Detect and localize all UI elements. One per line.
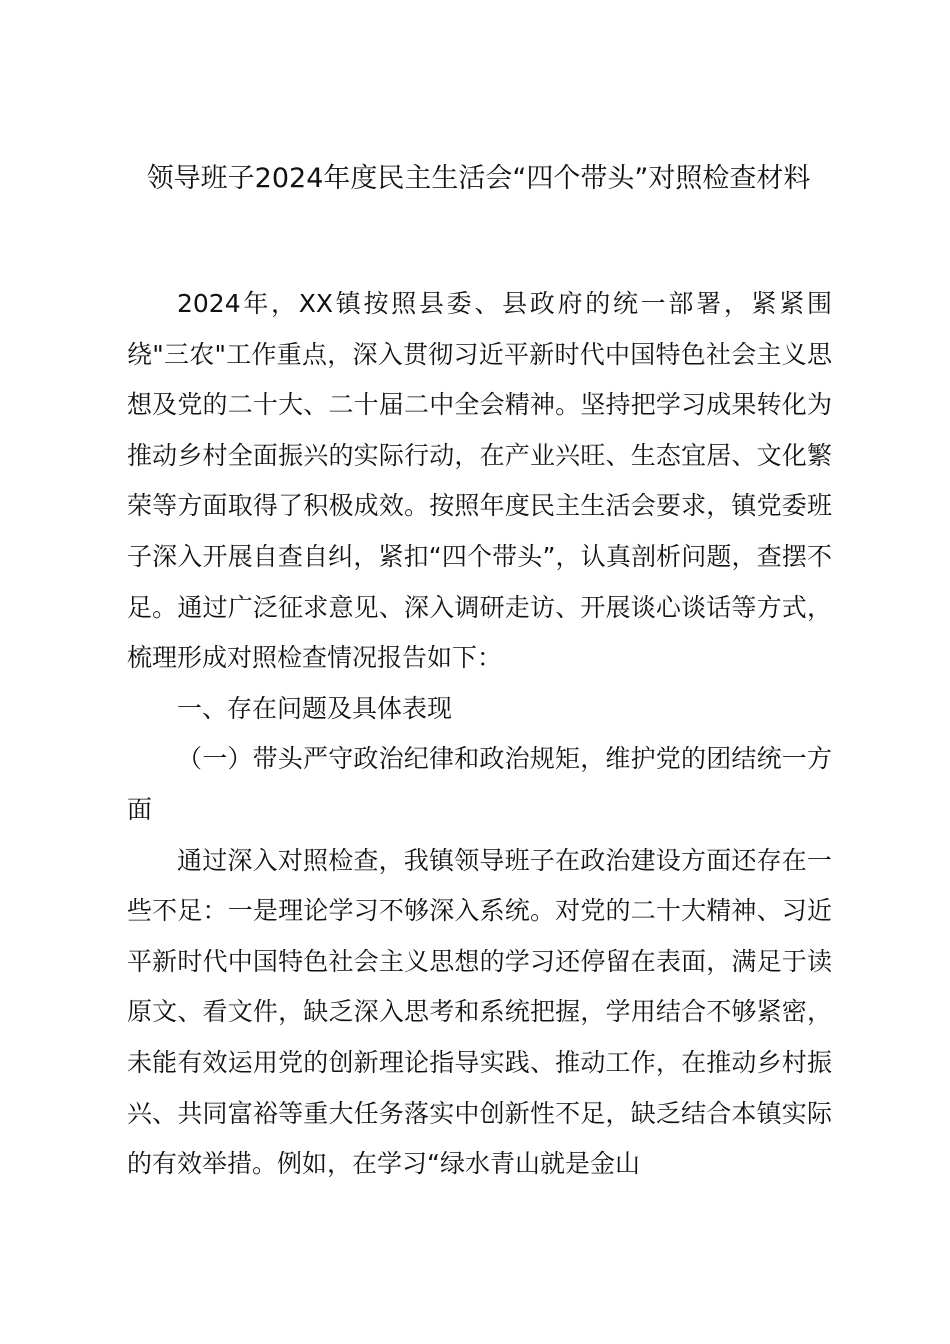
document-title: 领导班子2024年度民主生活会“四个带头”对照检查材料 — [146, 163, 811, 194]
paragraph-political-construction: 通过深入对照检查，我镇领导班子在政治建设方面还存在一些不足：一是理论学习不够深入系统。对党的二十大精神、习近平新时代中国特色社会主义思想的学习还停留在表面，满足于读原文、看文件，缺乏深入思考和系统把握，学用结合不够紧密，未能有效运用党的创新理论指导实践、推动工作，在推动乡村振兴、共同富裕等重大任务落实中创新性不足，缺乏结合本镇实际的有效举措。例如，在学习“绿水青山就是金山 — [127, 845, 832, 1179]
document-body — [127, 279, 832, 1190]
subsection-heading-political-discipline: （一）带头严守政治纪律和政治规矩，维护党的团结统一方面 — [127, 744, 832, 824]
paragraph-intro: 2024年，XX镇按照县委、县政府的统一部署，紧紧围绕"三农"工作重点，深入贯彻习近平新时代中国特色社会主义思想及党的二十大、二十届二中全会精神。坚持把学习成果转化为推动乡村全面振兴的实际行动，在产业兴旺、生态宜居、文化繁荣等方面取得了积极成效。按照年度民主生活会要求，镇党委班子深入开展自查自纠，紧扣“四个带头”，认真剖析问题，查摆不足。通过广泛征求意见、深入调研走访、开展谈心谈话等方式，梳理形成对照检查情况报告如下： — [127, 289, 832, 673]
section-heading-problems: 一、存在问题及具体表现 — [177, 693, 453, 723]
